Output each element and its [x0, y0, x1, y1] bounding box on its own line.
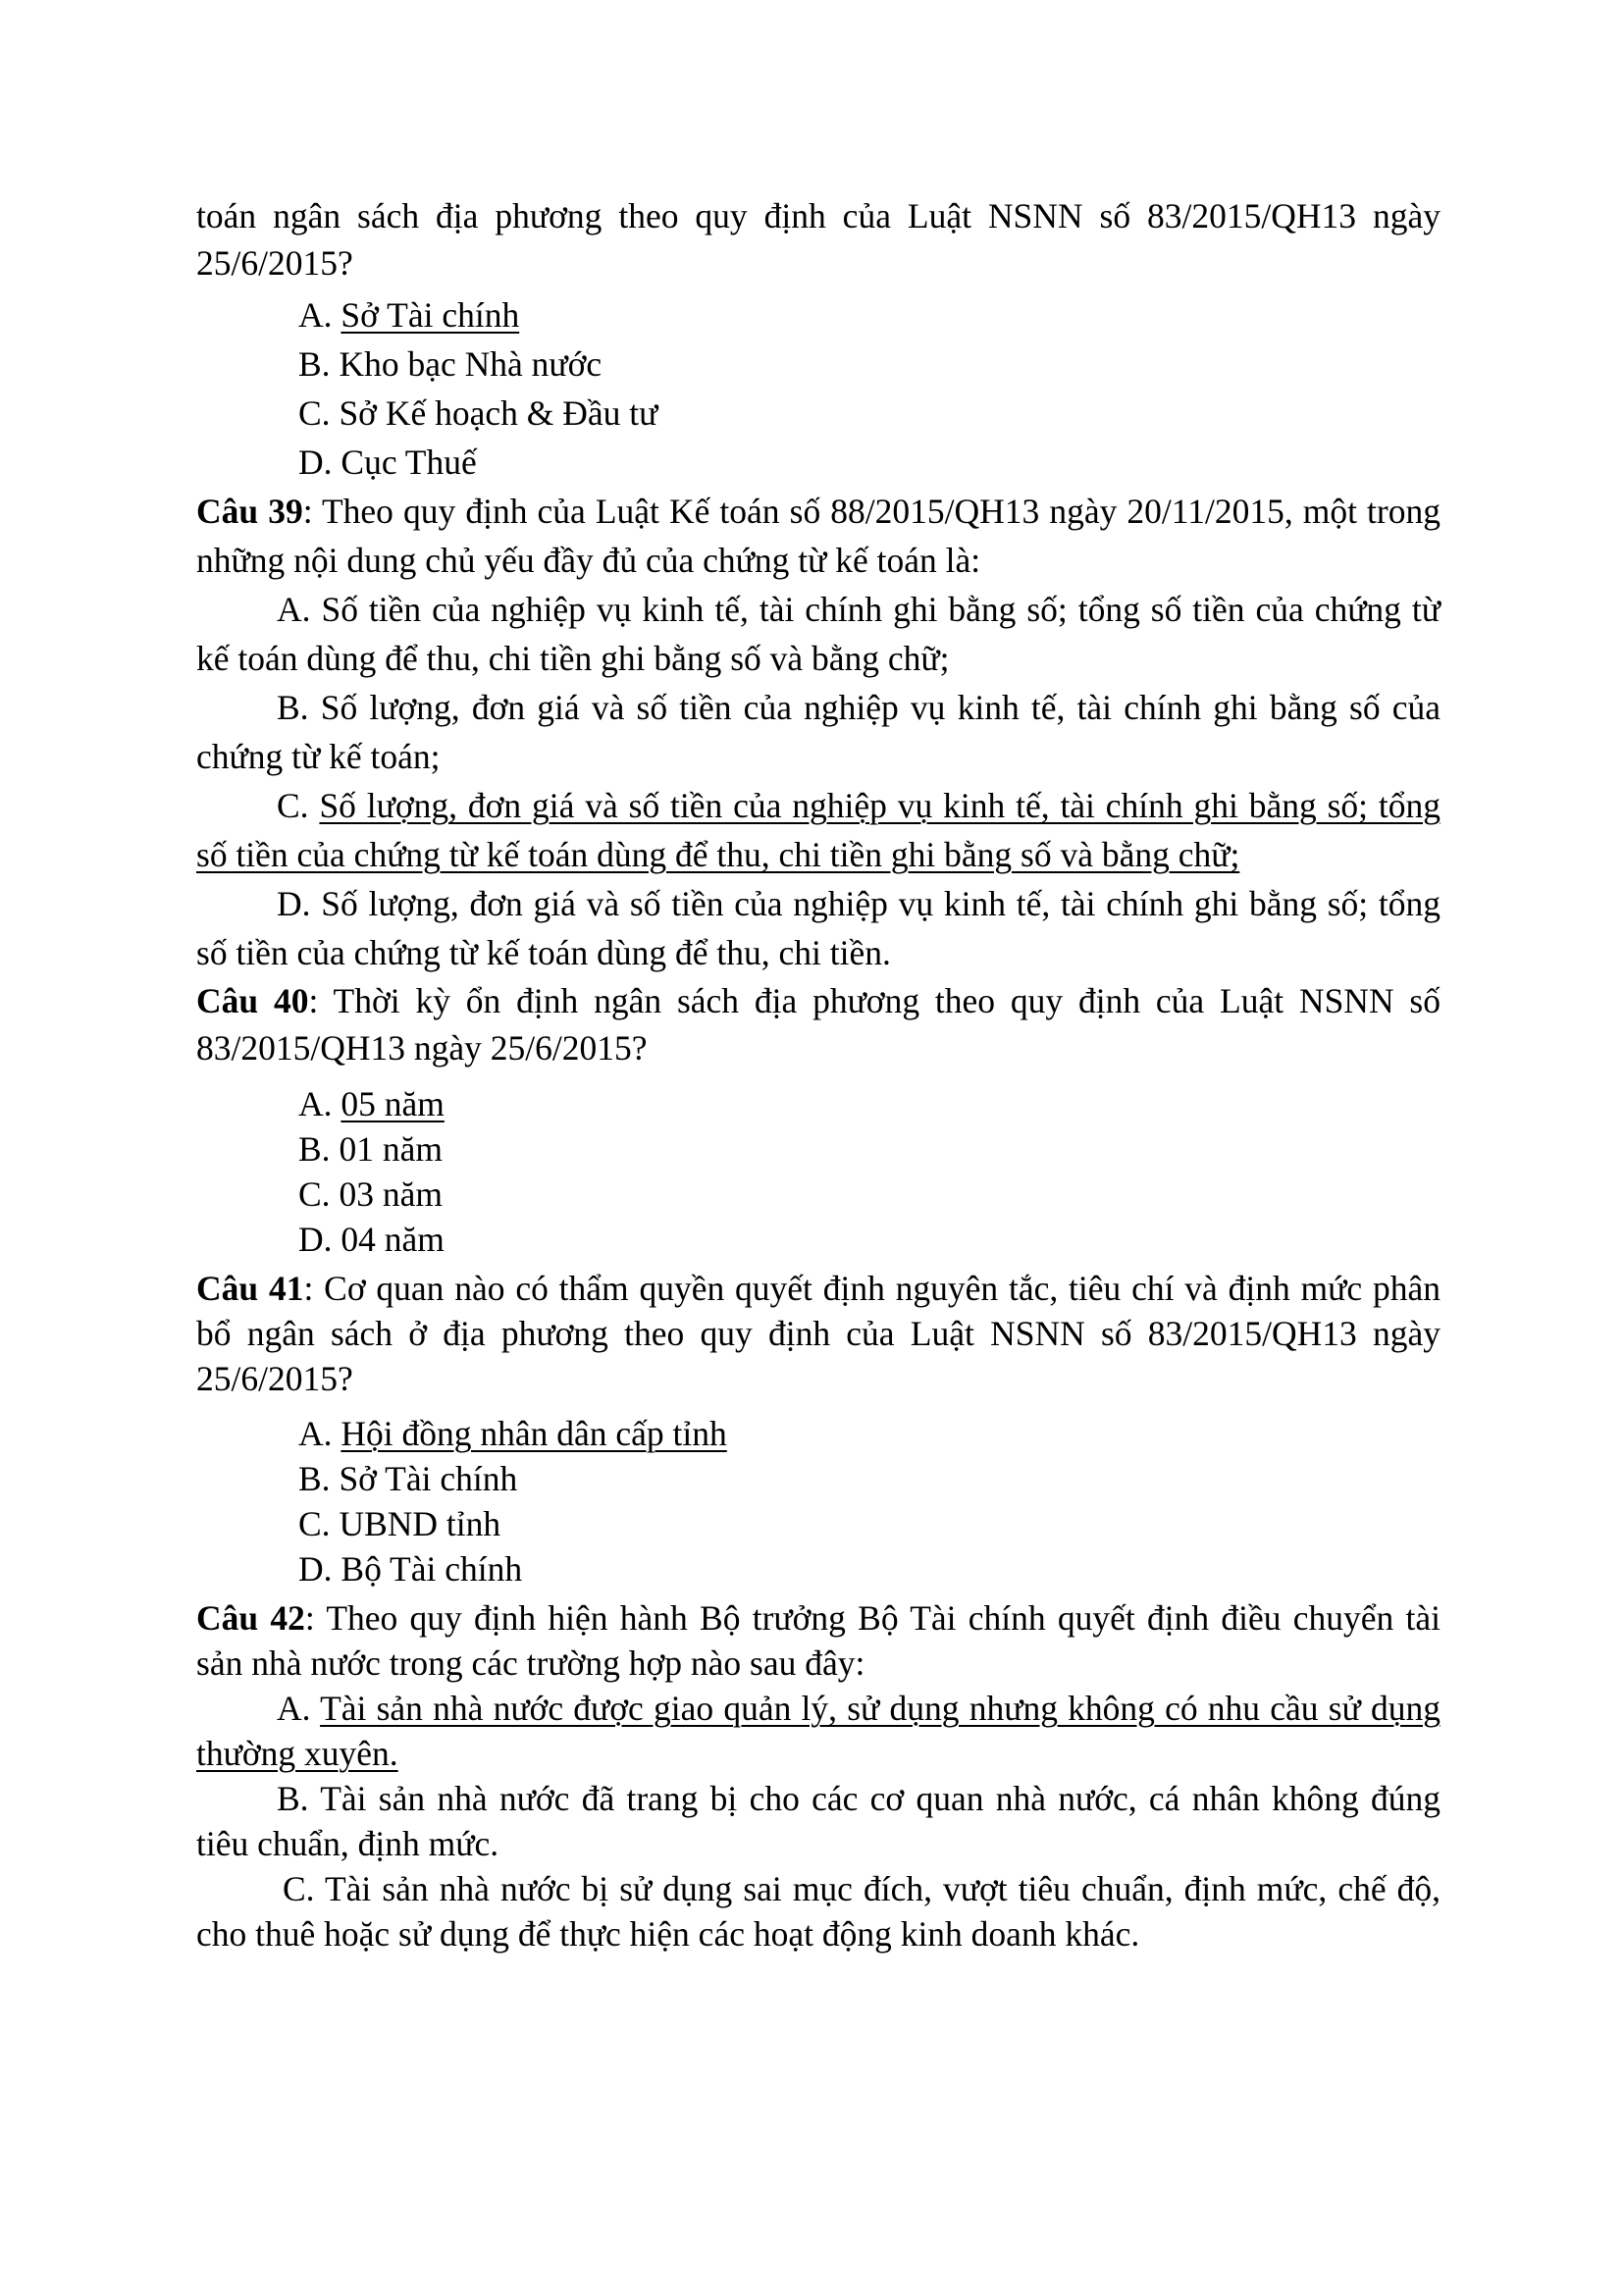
question-42	[196, 1595, 1441, 1686]
option-c	[196, 389, 1441, 438]
question-39	[196, 487, 1441, 585]
question-number: Câu 41	[196, 1269, 304, 1308]
option-text: 01 năm	[339, 1129, 443, 1169]
option-a	[196, 1411, 1441, 1456]
option-text: Sở Tài chính	[339, 1459, 518, 1498]
option-text: Số tiền của nghiệp vụ kinh tế, tài chính ghi bằng số; tổng số tiền của chứng từ kế toán dùng để thu, chi tiền ghi bằng số và bằng chữ;	[196, 590, 1441, 678]
option-label: A.	[277, 590, 311, 629]
option-a	[196, 585, 1441, 683]
option-b	[196, 1126, 1441, 1172]
option-text: Cục Thuế	[341, 443, 477, 482]
option-label: B.	[298, 1129, 331, 1169]
option-label: C.	[277, 786, 309, 825]
document-page	[196, 192, 1441, 1956]
option-label: C.	[298, 1504, 331, 1543]
option-label: C.	[298, 393, 331, 433]
option-c	[196, 1501, 1441, 1546]
option-b	[196, 1776, 1441, 1866]
correct-answer: Tài sản nhà nước được giao quản lý, sử dụng nhưng không có nhu cầu sử dụng thường xuyên.	[196, 1689, 1441, 1773]
correct-answer: 05 năm	[341, 1084, 445, 1123]
option-d	[196, 438, 1441, 487]
option-label: B.	[277, 688, 309, 727]
question-text: : Thời kỳ ổn định ngân sách địa phương theo quy định của Luật NSNN số 83/2015/QH13 ngày 25/6/2015?	[196, 981, 1441, 1068]
option-d	[196, 1217, 1441, 1262]
correct-answer: Hội đồng nhân dân cấp tỉnh	[341, 1414, 727, 1453]
question-text: : Cơ quan nào có thẩm quyền quyết định nguyên tắc, tiêu chí và định mức phân bổ ngân sách ở địa phương theo quy định của Luật NSNN số 83/2015/QH13 ngày 25/6/2015?	[196, 1269, 1441, 1398]
option-c	[196, 1866, 1441, 1956]
option-label: C.	[283, 1869, 315, 1908]
option-label: B.	[277, 1779, 309, 1818]
option-a	[196, 1081, 1441, 1126]
option-text: Số lượng, đơn giá và số tiền của nghiệp vụ kinh tế, tài chính ghi bằng số; tổng số tiền của chứng từ kế toán dùng để thu, chi tiền.	[196, 884, 1441, 972]
option-text: 03 năm	[339, 1174, 443, 1214]
question-continuation-text: toán ngân sách địa phương theo quy định của Luật NSNN số 83/2015/QH13 ngày 25/6/2015?	[196, 196, 1441, 283]
option-text: Kho bạc Nhà nước	[339, 344, 602, 384]
option-b	[196, 683, 1441, 781]
option-label: A.	[298, 295, 333, 335]
option-a	[196, 290, 1441, 339]
correct-answer: Sở Tài chính	[341, 295, 520, 335]
option-label: C.	[298, 1174, 331, 1214]
option-text: Tài sản nhà nước đã trang bị cho các cơ quan nhà nước, cá nhân không đúng tiêu chuẩn, định mức.	[196, 1779, 1441, 1863]
option-text: Sở Kế hoạch & Đầu tư	[339, 393, 658, 433]
option-label: A.	[298, 1414, 333, 1453]
correct-answer: Số lượng, đơn giá và số tiền của nghiệp vụ kinh tế, tài chính ghi bằng số; tổng số tiền của chứng từ kế toán dùng để thu, chi tiền ghi bằng số và bằng chữ;	[196, 786, 1441, 874]
option-d	[196, 1546, 1441, 1591]
option-label: B.	[298, 344, 331, 384]
question-number: Câu 42	[196, 1598, 305, 1638]
option-b	[196, 1456, 1441, 1501]
option-b	[196, 339, 1441, 389]
option-label: A.	[277, 1689, 311, 1728]
option-text: 04 năm	[341, 1220, 445, 1259]
question-40	[196, 977, 1441, 1071]
option-text: UBND tỉnh	[339, 1504, 501, 1543]
option-a	[196, 1686, 1441, 1776]
question-text: : Theo quy định của Luật Kế toán số 88/2015/QH13 ngày 20/11/2015, một trong những nội dung chủ yếu đầy đủ của chứng từ kế toán là:	[196, 492, 1441, 580]
option-c	[196, 1172, 1441, 1217]
option-text: Số lượng, đơn giá và số tiền của nghiệp vụ kinh tế, tài chính ghi bằng số của chứng từ kế toán;	[196, 688, 1441, 776]
option-text: Tài sản nhà nước bị sử dụng sai mục đích, vượt tiêu chuẩn, định mức, chế độ, cho thuê hoặc sử dụng để thực hiện các hoạt động kinh doanh khác.	[196, 1869, 1441, 1954]
option-label: B.	[298, 1459, 331, 1498]
option-label: D.	[277, 884, 311, 923]
option-label: D.	[298, 1220, 333, 1259]
option-text: Bộ Tài chính	[341, 1549, 523, 1589]
question-text: : Theo quy định hiện hành Bộ trưởng Bộ Tài chính quyết định điều chuyển tài sản nhà nước trong các trường hợp nào sau đây:	[196, 1598, 1441, 1683]
option-label: A.	[298, 1084, 333, 1123]
question-number: Câu 39	[196, 492, 303, 531]
question-41	[196, 1266, 1441, 1401]
option-d	[196, 879, 1441, 977]
option-c	[196, 781, 1441, 879]
option-label: D.	[298, 443, 333, 482]
question-number: Câu 40	[196, 981, 309, 1020]
option-label: D.	[298, 1549, 333, 1589]
